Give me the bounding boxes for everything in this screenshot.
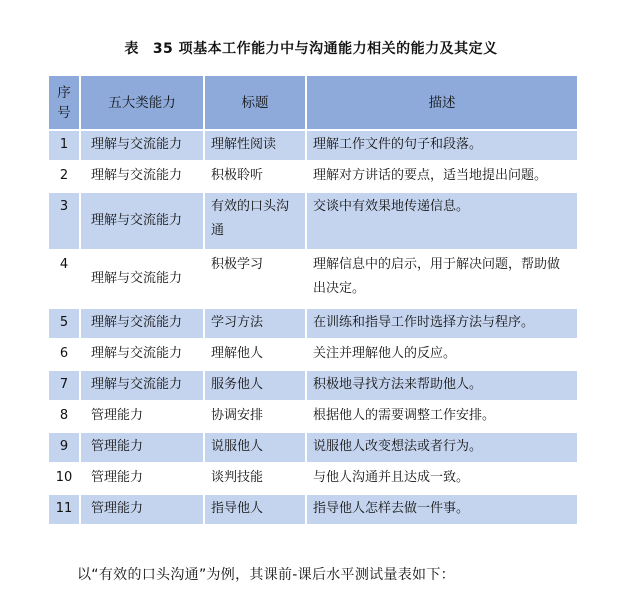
cell-title: 积极学习 (204, 250, 306, 308)
cell-category: 理解与交流能力 (80, 370, 204, 401)
table-row (48, 250, 578, 308)
cell-category: 理解与交流能力 (80, 250, 204, 308)
header-description: 描述 (306, 75, 578, 130)
cell-title: 理解他人 (204, 339, 306, 370)
header-title: 标题 (204, 75, 306, 130)
cell-description: 理解工作文件的句子和段落。 (306, 130, 578, 161)
table-row (48, 308, 578, 339)
cell-seq: 4 (48, 250, 80, 308)
header-seq: 序号 (48, 75, 80, 130)
table-row (48, 130, 578, 161)
cell-description: 积极地寻找方法来帮助他人。 (306, 370, 578, 401)
cell-category: 理解与交流能力 (80, 308, 204, 339)
cell-seq: 7 (48, 370, 80, 401)
cell-seq: 11 (48, 494, 80, 525)
cell-description: 说服他人改变想法或者行为。 (306, 432, 578, 463)
cell-seq: 8 (48, 401, 80, 432)
cell-title: 服务他人 (204, 370, 306, 401)
table-header-row (48, 75, 578, 130)
cell-title: 有效的口头沟通 (204, 192, 306, 250)
cell-category: 管理能力 (80, 463, 204, 494)
caption-title: 35 项基本工作能力中与沟通能力相关的能力及其定义 (152, 41, 498, 57)
cell-description: 指导他人怎样去做一件事。 (306, 494, 578, 525)
cell-title: 理解性阅读 (204, 130, 306, 161)
cell-seq: 3 (48, 192, 80, 250)
cell-category: 理解与交流能力 (80, 192, 204, 250)
cell-category: 管理能力 (80, 401, 204, 432)
caption-prefix: 表 (124, 41, 139, 57)
cell-category: 理解与交流能力 (80, 339, 204, 370)
header-category: 五大类能力 (80, 75, 204, 130)
cell-seq: 10 (48, 463, 80, 494)
cell-category: 理解与交流能力 (80, 161, 204, 192)
cell-title: 学习方法 (204, 308, 306, 339)
table-row (48, 432, 578, 463)
cell-category: 理解与交流能力 (80, 130, 204, 161)
table-row (48, 463, 578, 494)
cell-description: 在训练和指导工作时选择方法与程序。 (306, 308, 578, 339)
body-paragraph: 以“有效的口头沟通”为例，其课前-课后水平测试量表如下： (77, 567, 455, 583)
cell-seq: 6 (48, 339, 80, 370)
table-caption (0, 38, 622, 58)
cell-seq: 2 (48, 161, 80, 192)
cell-description: 关注并理解他人的反应。 (306, 339, 578, 370)
cell-description: 理解信息中的启示，用于解决问题，帮助做出决定。 (306, 250, 578, 308)
ability-table (47, 74, 579, 526)
table-row (48, 339, 578, 370)
cell-title: 谈判技能 (204, 463, 306, 494)
cell-title: 积极聆听 (204, 161, 306, 192)
cell-seq: 5 (48, 308, 80, 339)
cell-title: 说服他人 (204, 432, 306, 463)
cell-description: 交谈中有效果地传递信息。 (306, 192, 578, 250)
cell-category: 管理能力 (80, 432, 204, 463)
cell-title: 协调安排 (204, 401, 306, 432)
table-row (48, 161, 578, 192)
cell-title: 指导他人 (204, 494, 306, 525)
cell-description: 与他人沟通并且达成一致。 (306, 463, 578, 494)
cell-description: 理解对方讲话的要点，适当地提出问题。 (306, 161, 578, 192)
table-row (48, 370, 578, 401)
cell-seq: 9 (48, 432, 80, 463)
cell-description: 根据他人的需要调整工作安排。 (306, 401, 578, 432)
cell-category: 管理能力 (80, 494, 204, 525)
cell-seq: 1 (48, 130, 80, 161)
table-row (48, 494, 578, 525)
table-row (48, 401, 578, 432)
table-row (48, 192, 578, 250)
